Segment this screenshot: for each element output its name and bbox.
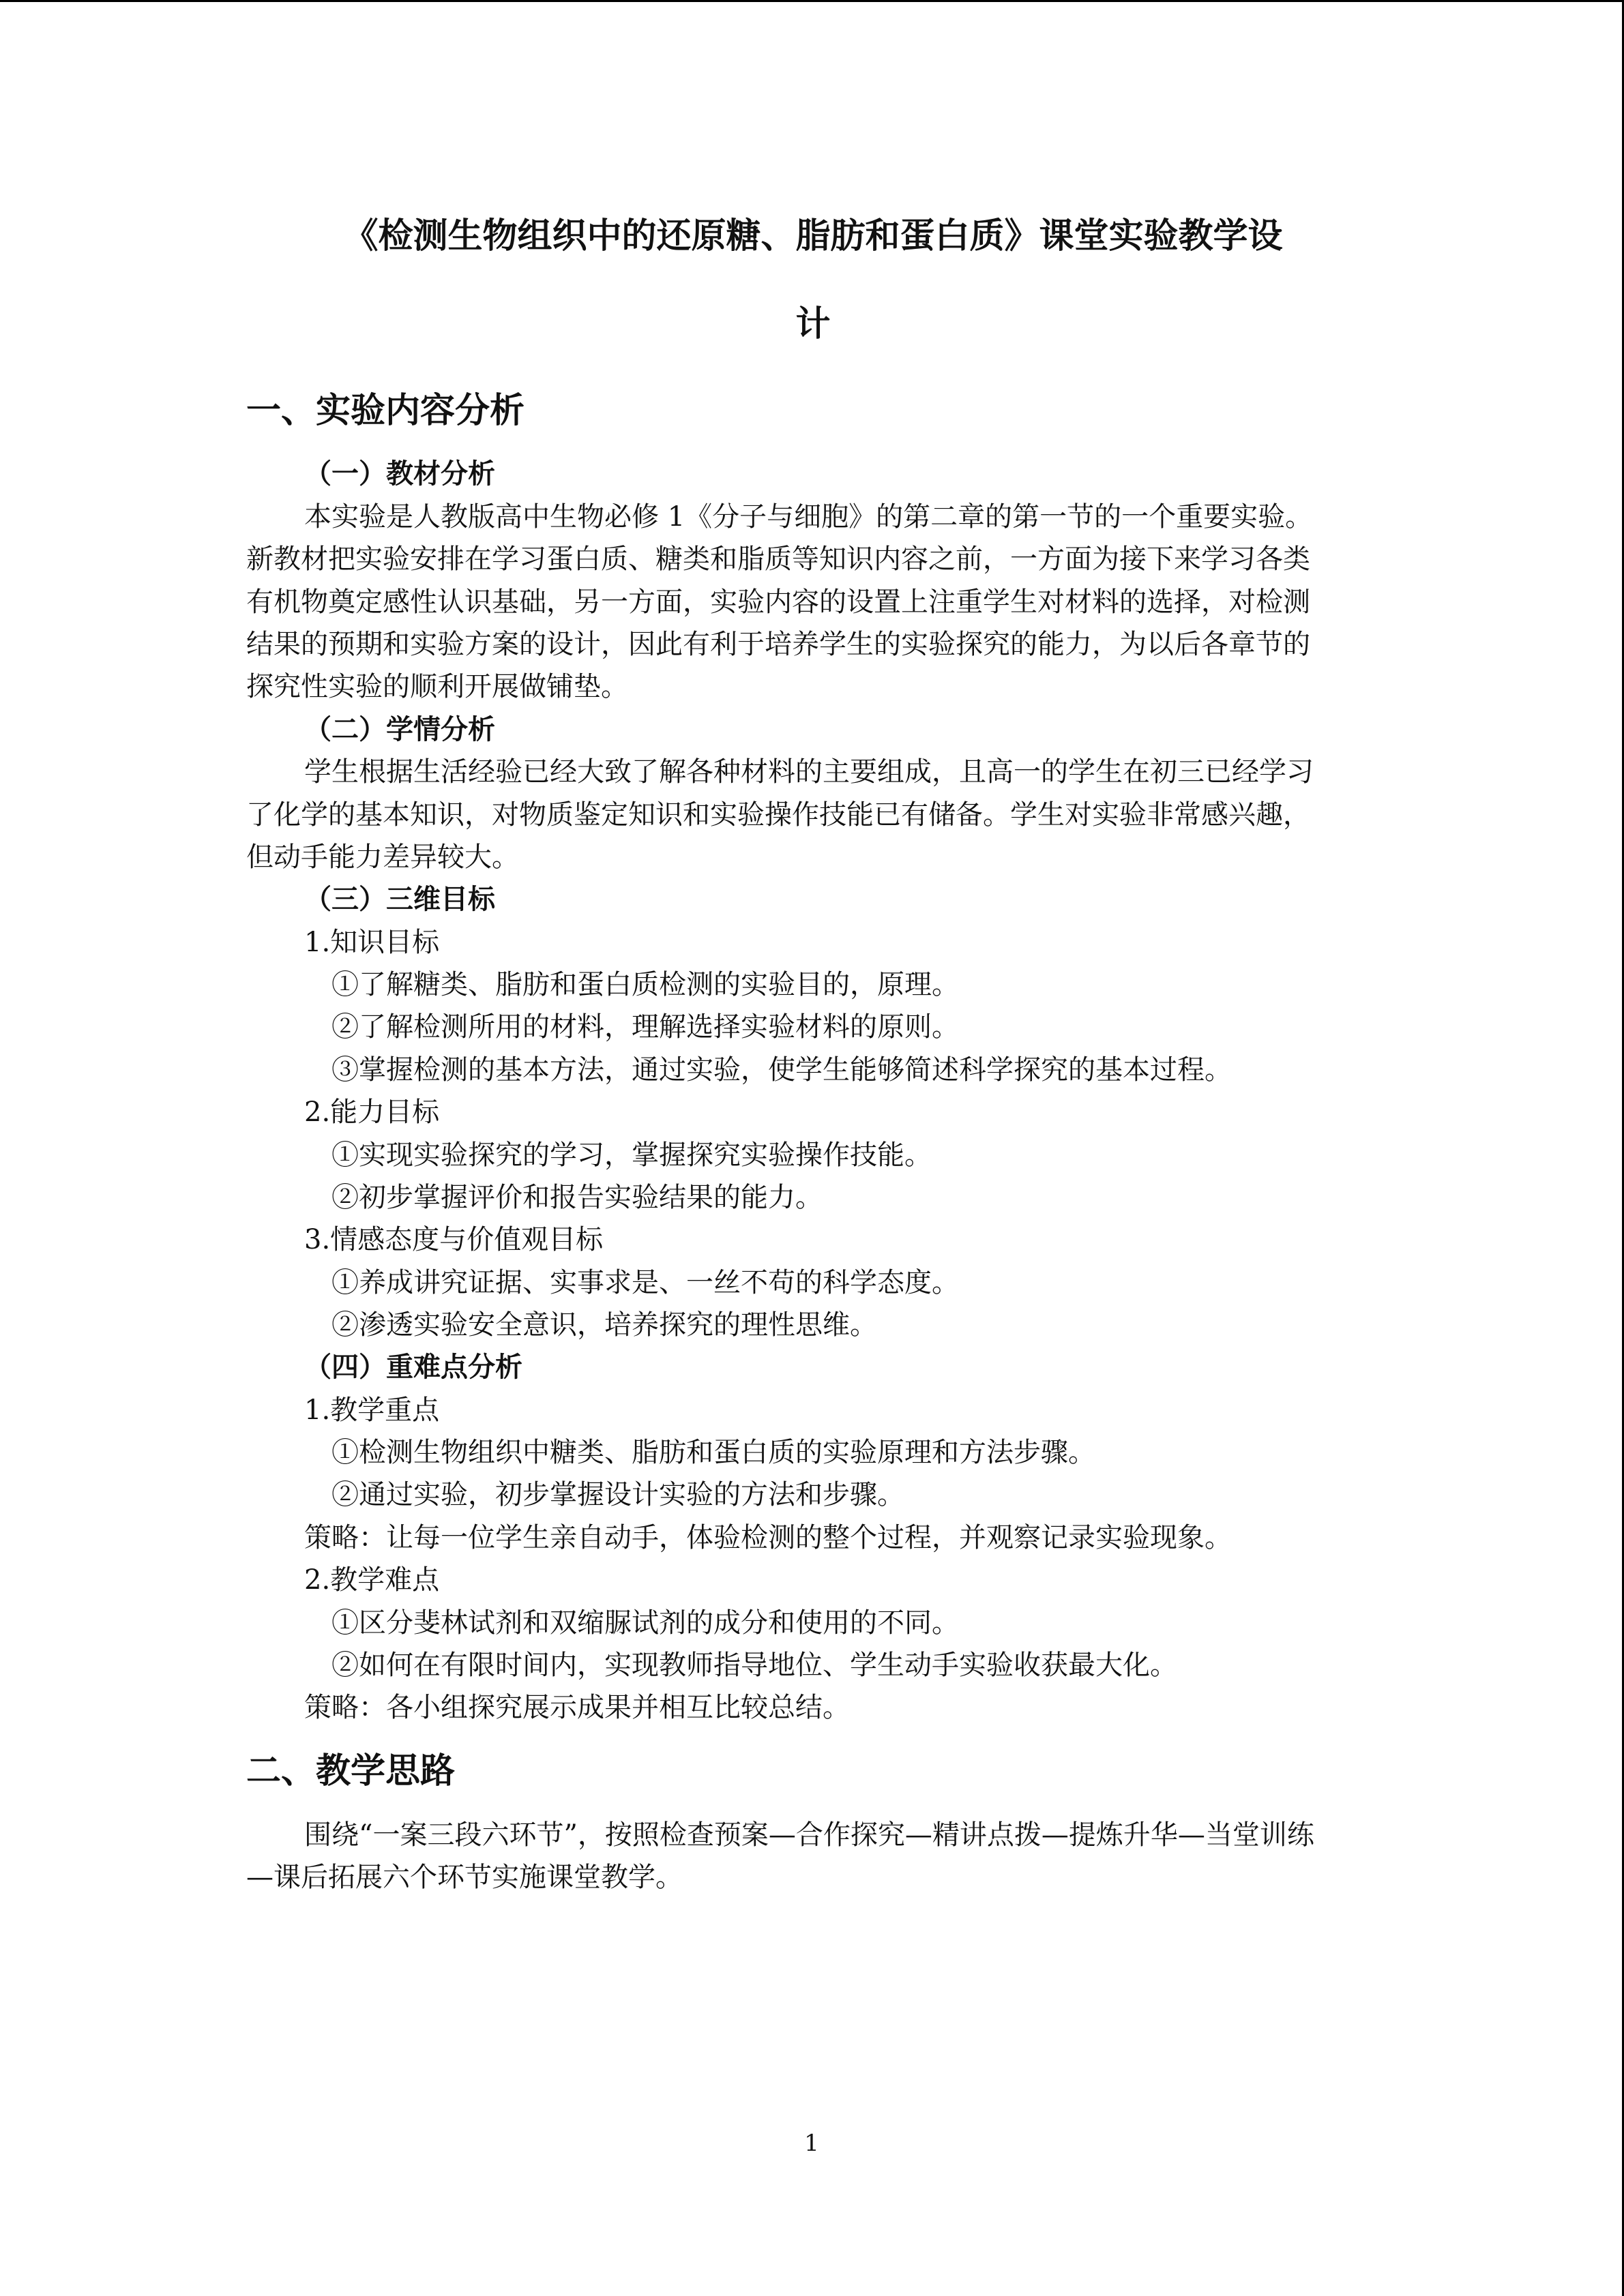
paragraph-line: 有机物奠定感性认识基础，另一方面，实验内容的设置上注重学生对材料的选择，对检测	[246, 586, 1310, 618]
paragraph-line: 探究性实验的顺利开展做铺垫。	[246, 671, 628, 702]
subsection-heading-textbook-analysis: （一）教材分析	[304, 458, 495, 490]
section-heading-content-analysis: 一、实验内容分析	[246, 391, 525, 431]
document-title-line-1: 《检测生物组织中的还原糖、脂肪和蛋白质》课堂实验教学设	[343, 216, 1283, 256]
subsection-heading-key-difficult-points: （四）重难点分析	[304, 1352, 522, 1383]
goal-title-knowledge: 1.知识目标	[304, 927, 440, 958]
paragraph-line: 本实验是人教版高中生物必修 1《分子与细胞》的第二章的第一节的一个重要实验。	[304, 501, 1313, 533]
list-item: ①养成讲究证据、实事求是、一丝不苟的科学态度。	[331, 1267, 959, 1298]
goal-title-emotion-values: 3.情感态度与价值观目标	[304, 1224, 604, 1255]
list-item: ①检测生物组织中糖类、脂肪和蛋白质的实验原理和方法步骤。	[331, 1437, 1095, 1468]
list-item: ②通过实验，初步掌握设计实验的方法和步骤。	[331, 1479, 904, 1510]
paragraph-line: 但动手能力差异较大。	[246, 841, 519, 873]
difficult-points-strategy: 策略：各小组探究展示成果并相互比较总结。	[304, 1692, 850, 1723]
paragraph-line: —课后拓展六个环节实施课堂教学。	[246, 1862, 683, 1893]
document-title-line-2: 计	[795, 304, 831, 344]
page-number: 1	[804, 2130, 819, 2157]
list-item: ①区分斐林试剂和双缩脲试剂的成分和使用的不同。	[331, 1607, 959, 1639]
paragraph-line: 了化学的基本知识，对物质鉴定知识和实验操作技能已有储备。学生对实验非常感兴趣，	[246, 799, 1310, 831]
list-item: ①了解糖类、脂肪和蛋白质检测的实验目的，原理。	[331, 969, 959, 1000]
paragraph-line: 学生根据生活经验已经大致了解各种材料的主要组成，且高一的学生在初三已经学习	[304, 756, 1314, 788]
paragraph-line: 新教材把实验安排在学习蛋白质、糖类和脂质等知识内容之前，一方面为接下来学习各类	[246, 543, 1310, 575]
list-item: ②初步掌握评价和报告实验结果的能力。	[331, 1182, 823, 1213]
subsection-heading-student-analysis: （二）学情分析	[304, 714, 495, 745]
list-item: ②了解检测所用的材料，理解选择实验材料的原则。	[331, 1011, 959, 1043]
paragraph-line: 围绕“一案三段六环节”，按照检查预案—合作探究—精讲点拨—提炼升华—当堂训练	[304, 1819, 1314, 1851]
list-item: ②渗透实验安全意识，培养探究的理性思维。	[331, 1309, 877, 1341]
key-points-title: 1.教学重点	[304, 1395, 440, 1426]
section-heading-teaching-approach: 二、教学思路	[246, 1751, 456, 1791]
key-points-strategy: 策略：让每一位学生亲自动手，体验检测的整个过程，并观察记录实验现象。	[304, 1522, 1232, 1553]
list-item: ②如何在有限时间内，实现教师指导地位、学生动手实验收获最大化。	[331, 1650, 1177, 1681]
list-item: ③掌握检测的基本方法，通过实验，使学生能够简述科学探究的基本过程。	[331, 1054, 1232, 1086]
paragraph-line: 结果的预期和实验方案的设计，因此有利于培养学生的实验探究的能力，为以后各章节的	[246, 629, 1310, 660]
difficult-points-title: 2.教学难点	[304, 1564, 440, 1596]
list-item: ①实现实验探究的学习，掌握探究实验操作技能。	[331, 1139, 932, 1171]
page-border-top	[0, 0, 1624, 2]
subsection-heading-three-dimensional-goals: （三）三维目标	[304, 884, 495, 915]
goal-title-ability: 2.能力目标	[304, 1097, 440, 1128]
